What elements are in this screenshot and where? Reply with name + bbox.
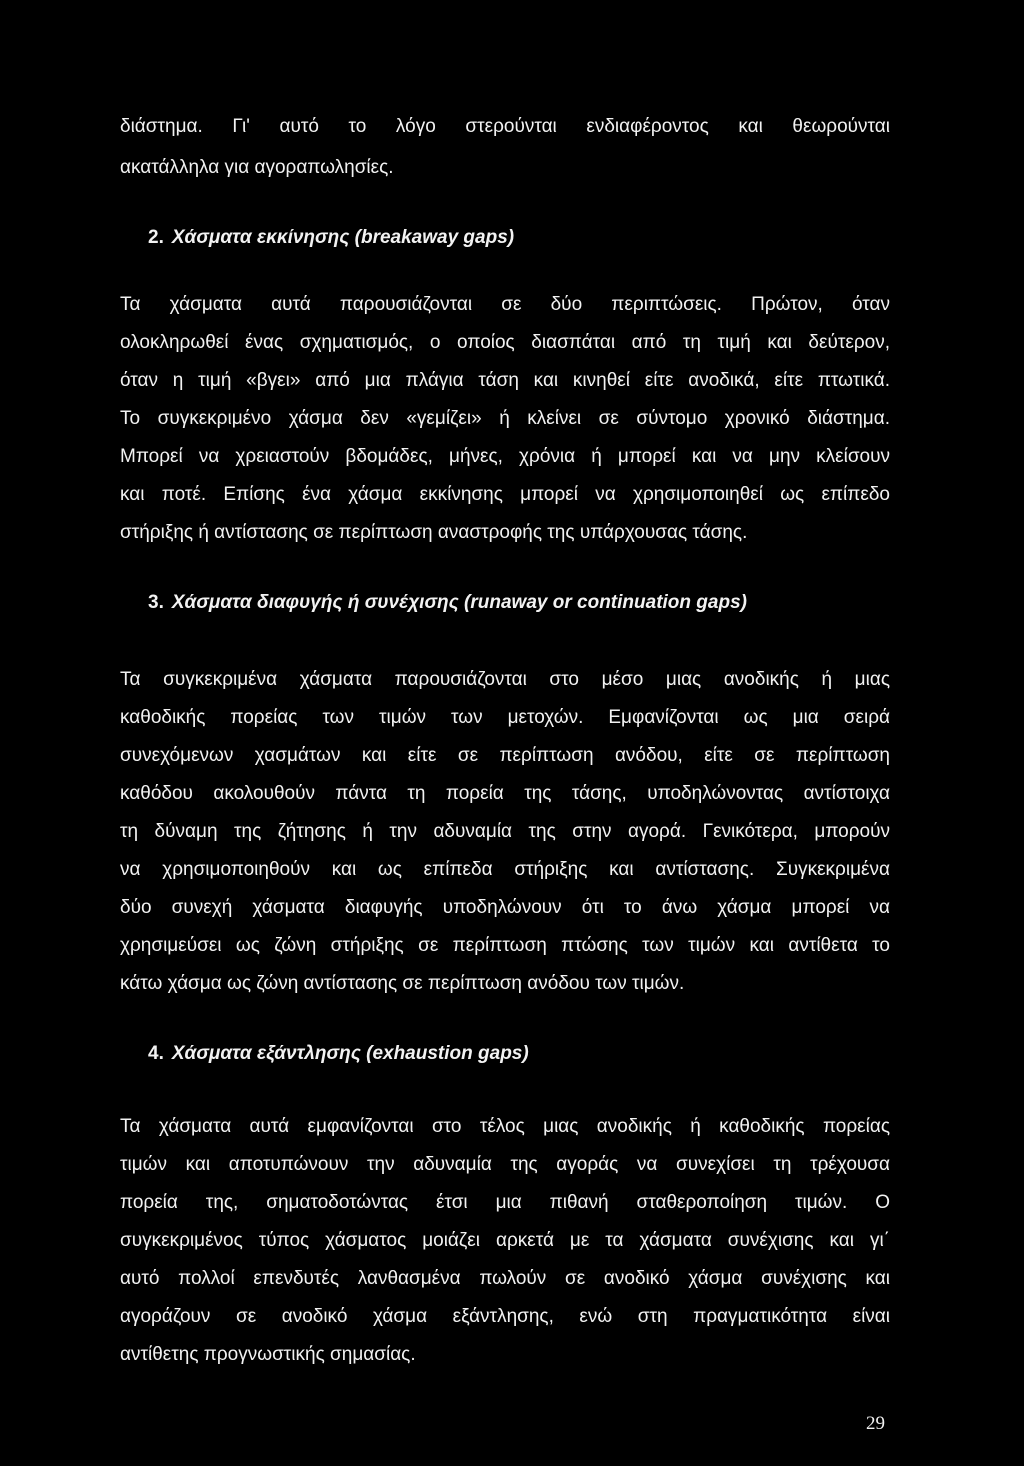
section-2-line-1: Τα χάσματα αυτά παρουσιάζονται σε δύο περιπτώσεις. Πρώτον, όταν bbox=[120, 294, 890, 315]
section-3-line-7: δύο συνεχή χάσματα διαφυγής υποδηλώνουν ότι το άνω χάσμα μπορεί να bbox=[120, 897, 890, 918]
section-3-line-9: κάτω χάσμα ως ζώνη αντίστασης σε περίπτωση ανόδου των τιμών. bbox=[120, 973, 685, 994]
section-2-line-7: στήριξης ή αντίστασης σε περίπτωση αναστροφής της υπάρχουσας τάσης. bbox=[120, 522, 748, 543]
section-4-number: 4. bbox=[148, 1043, 164, 1064]
intro-line-2: ακατάλληλα για αγοραπωλησίες. bbox=[120, 157, 394, 178]
page-number: 29 bbox=[866, 1413, 885, 1434]
section-3-title: Χάσματα διαφυγής ή συνέχισης (runaway or continuation gaps) bbox=[171, 592, 747, 613]
section-2-line-6: και ποτέ. Επίσης ένα χάσμα εκκίνησης μπορεί να χρησιμοποιηθεί ως επίπεδο bbox=[120, 484, 890, 505]
section-3-heading bbox=[148, 592, 747, 614]
section-3-line-1: Τα συγκεκριμένα χάσματα παρουσιάζονται στο μέσο μιας ανοδικής ή μιας bbox=[120, 669, 890, 690]
section-3-line-8: χρησιμεύσει ως ζώνη στήριξης σε περίπτωση πτώσης των τιμών και αντίθετα το bbox=[120, 935, 890, 956]
section-2-heading bbox=[148, 227, 514, 249]
section-4-line-3: πορεία της, σηματοδοτώντας έτσι μια πιθανή σταθεροποίηση τιμών. Ο bbox=[120, 1192, 890, 1213]
section-4-line-5: αυτό πολλοί επενδυτές λανθασμένα πωλούν σε ανοδικό χάσμα συνέχισης και bbox=[120, 1268, 890, 1289]
section-3-line-3: συνεχόμενων χασμάτων και είτε σε περίπτωση ανόδου, είτε σε περίπτωση bbox=[120, 745, 890, 766]
section-2-line-2: ολοκληρωθεί ένας σχηματισμός, ο οποίος διασπάται από τη τιμή και δεύτερον, bbox=[120, 332, 890, 353]
section-4-heading bbox=[148, 1043, 529, 1065]
section-3-line-2: καθοδικής πορείας των τιμών των μετοχών. Εμφανίζονται ως μια σειρά bbox=[120, 707, 890, 728]
section-2-line-4: Το συγκεκριμένο χάσμα δεν «γεμίζει» ή κλείνει σε σύντομο χρονικό διάστημα. bbox=[120, 408, 890, 429]
section-3-line-4: καθόδου ακολουθούν πάντα τη πορεία της τάσης, υποδηλώνοντας αντίστοιχα bbox=[120, 783, 890, 804]
section-3-number: 3. bbox=[148, 592, 164, 613]
section-2-line-5: Μπορεί να χρειαστούν βδομάδες, μήνες, χρόνια ή μπορεί και να μην κλείσουν bbox=[120, 446, 890, 467]
section-3-line-5: τη δύναμη της ζήτησης ή την αδυναμία της στην αγορά. Γενικότερα, μπορούν bbox=[120, 821, 890, 842]
section-3-line-6: να χρησιμοποιηθούν και ως επίπεδα στήριξης και αντίστασης. Συγκεκριμένα bbox=[120, 859, 890, 880]
section-2-number: 2. bbox=[148, 227, 164, 248]
section-4-line-6: αγοράζουν σε ανοδικό χάσμα εξάντλησης, ενώ στη πραγματικότητα είναι bbox=[120, 1306, 890, 1327]
section-2-line-3: όταν η τιμή «βγει» από μια πλάγια τάση και κινηθεί είτε ανοδικά, είτε πτωτικά. bbox=[120, 370, 890, 391]
intro-line-1: διάστημα. Γι' αυτό το λόγο στερούνται ενδιαφέροντος και θεωρούνται bbox=[120, 116, 890, 137]
section-4-title: Χάσματα εξάντλησης (exhaustion gaps) bbox=[171, 1043, 529, 1064]
section-4-line-1: Τα χάσματα αυτά εμφανίζονται στο τέλος μιας ανοδικής ή καθοδικής πορείας bbox=[120, 1116, 890, 1137]
section-4-line-7: αντίθετης προγνωστικής σημασίας. bbox=[120, 1344, 416, 1365]
section-4-line-2: τιμών και αποτυπώνουν την αδυναμία της αγοράς να συνεχίσει τη τρέχουσα bbox=[120, 1154, 890, 1175]
section-2-title: Χάσματα εκκίνησης (breakaway gaps) bbox=[171, 227, 515, 248]
section-4-line-4: συγκεκριμένος τύπος χάσματος μοιάζει αρκετά με τα χάσματα συνέχισης και γι΄ bbox=[120, 1230, 890, 1251]
